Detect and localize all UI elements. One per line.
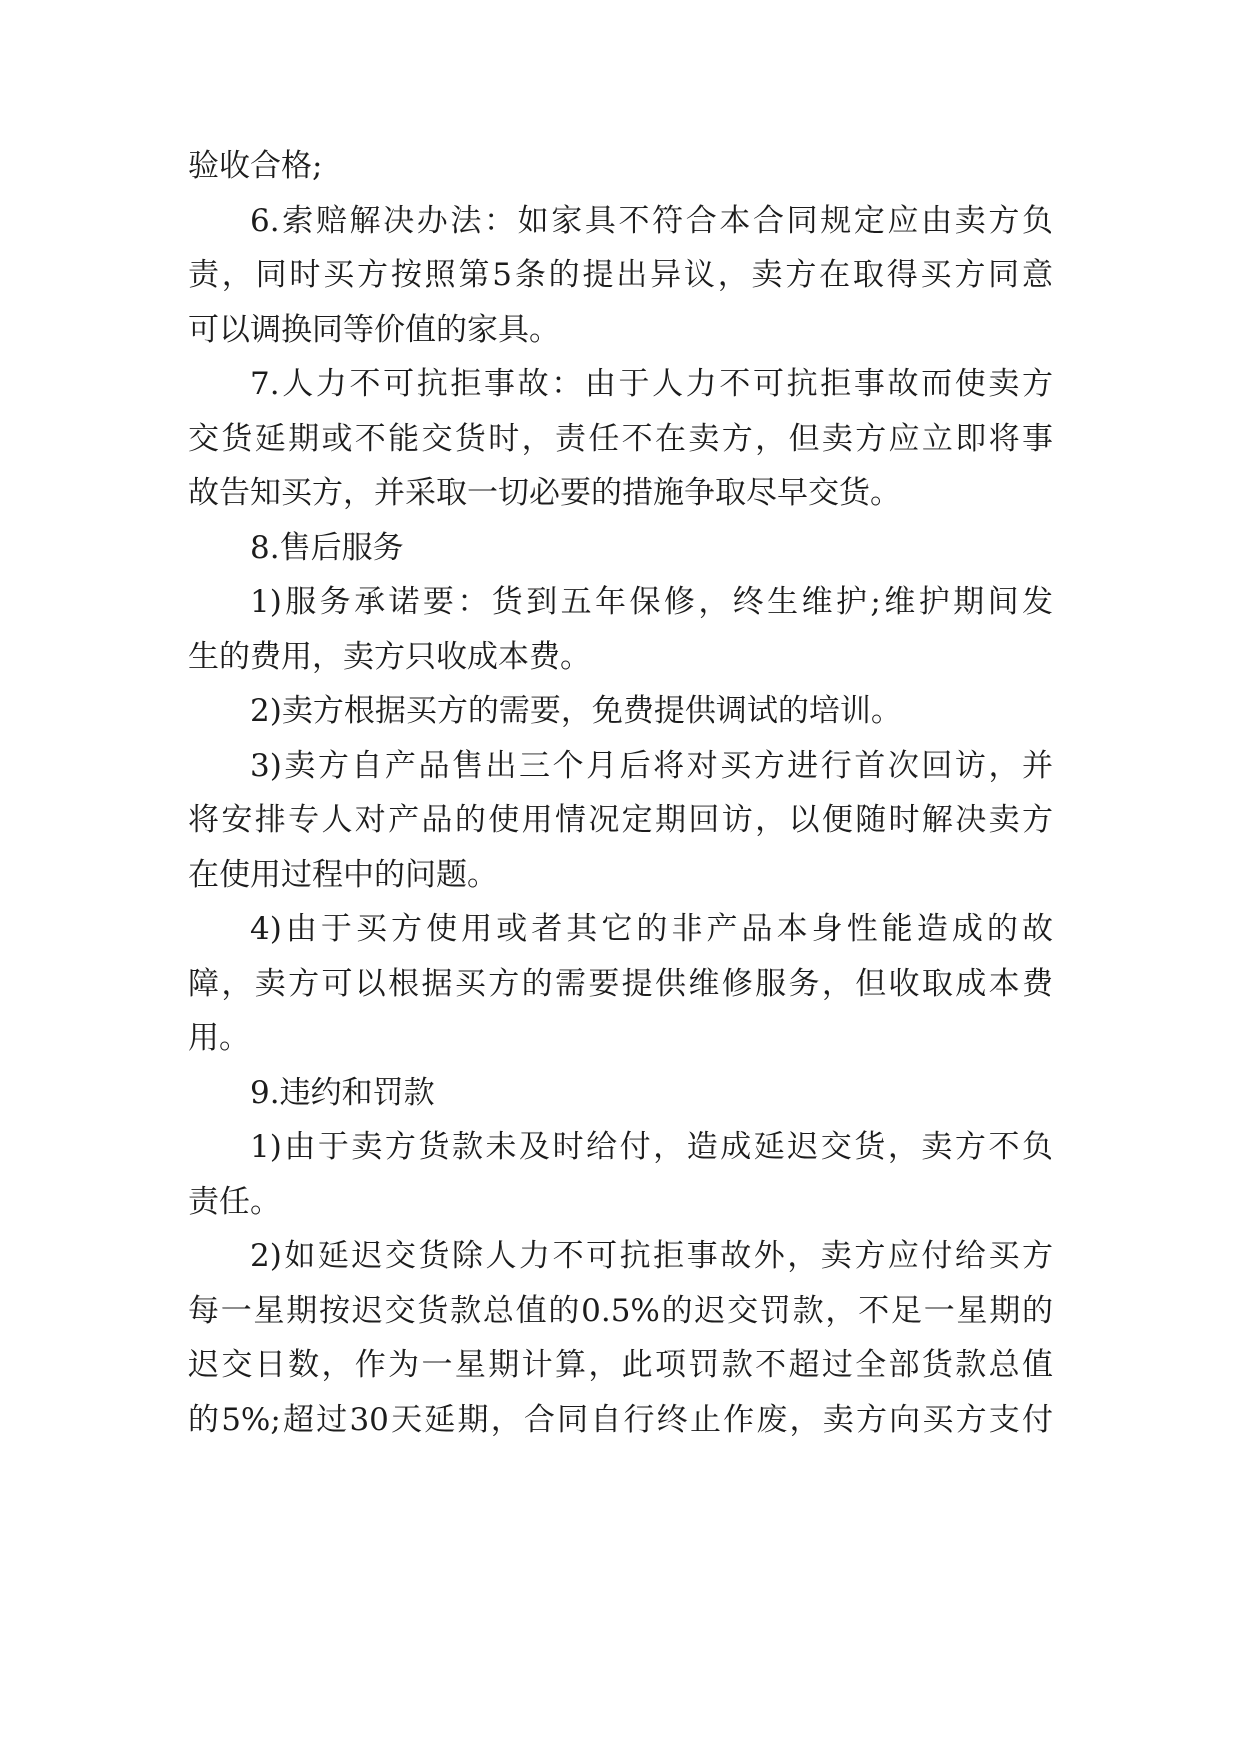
text-line-7: 故告知买方，并采取一切必要的措施争取尽早交货。 (188, 475, 901, 511)
text-line-11: 2)卖方根据买方的需要，免费提供调试的培训。 (250, 693, 902, 729)
text-line-14: 在使用过程中的问题。 (188, 857, 498, 893)
text-line-21: 2)如延迟交货除人力不可抗拒事故外，卖方应付给买方 (250, 1238, 1053, 1274)
text-line-1: 验收合格; (188, 148, 323, 184)
text-line-2: 6.索赔解决办法：如家具不符合本合同规定应由卖方负 (250, 203, 1053, 239)
text-line-8: 8.售后服务 (250, 530, 404, 566)
text-line-15: 4)由于买方使用或者其它的非产品本身性能造成的故 (250, 911, 1053, 947)
text-line-6: 交货延期或不能交货时，责任不在卖方，但卖方应立即将事 (188, 421, 1053, 457)
text-line-4: 可以调换同等价值的家具。 (188, 312, 560, 348)
text-line-23: 迟交日数，作为一星期计算，此项罚款不超过全部货款总值 (188, 1347, 1053, 1383)
text-line-10: 生的费用，卖方只收成本费。 (188, 639, 591, 675)
text-line-13: 将安排专人对产品的使用情况定期回访，以便随时解决卖方 (188, 802, 1053, 838)
text-line-22: 每一星期按迟交货款总值的0.5%的迟交罚款，不足一星期的 (188, 1293, 1053, 1329)
text-line-24: 的5%;超过30天延期，合同自行终止作废，卖方向买方支付 (188, 1402, 1053, 1438)
text-line-16: 障，卖方可以根据买方的需要提供维修服务，但收取成本费 (188, 966, 1053, 1002)
text-line-20: 责任。 (188, 1184, 281, 1220)
text-line-3: 责，同时买方按照第5条的提出异议，卖方在取得买方同意 (188, 257, 1053, 293)
text-line-18: 9.违约和罚款 (250, 1075, 435, 1111)
text-line-12: 3)卖方自产品售出三个月后将对买方进行首次回访，并 (250, 748, 1053, 784)
text-line-17: 用。 (188, 1020, 250, 1056)
text-line-5: 7.人力不可抗拒事故：由于人力不可抗拒事故而使卖方 (250, 366, 1053, 402)
text-line-19: 1)由于卖方货款未及时给付，造成延迟交货，卖方不负 (250, 1129, 1053, 1165)
text-line-9: 1)服务承诺要：货到五年保修，终生维护;维护期间发 (250, 584, 1053, 620)
